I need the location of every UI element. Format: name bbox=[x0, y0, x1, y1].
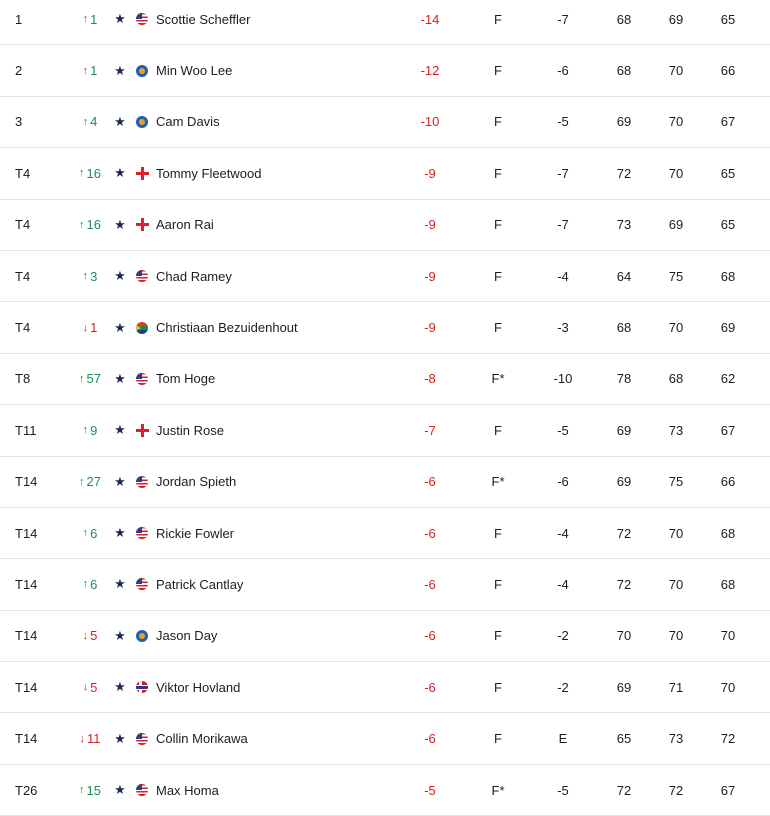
round-1-score: 72 bbox=[616, 525, 632, 541]
round-3-score: 67 bbox=[720, 114, 736, 130]
thru: F bbox=[494, 268, 502, 284]
country-flag-icon bbox=[134, 559, 150, 609]
player-name[interactable]: Jordan Spieth bbox=[156, 474, 237, 490]
player-name[interactable]: Max Homa bbox=[156, 782, 219, 798]
round-2-score: 75 bbox=[668, 474, 684, 490]
today-score: -5 bbox=[557, 114, 569, 130]
total-score: -9 bbox=[424, 165, 436, 181]
position: T4 bbox=[15, 217, 31, 233]
favorite-star-icon[interactable]: ★ bbox=[114, 422, 126, 438]
round-3-score: 62 bbox=[720, 371, 736, 387]
total-score: -6 bbox=[424, 731, 436, 747]
position: T14 bbox=[15, 576, 38, 592]
total-score: -6 bbox=[424, 474, 436, 490]
movement-value: 27 bbox=[86, 474, 101, 490]
arrow-up-icon: ↑ bbox=[82, 424, 89, 437]
today-score: -6 bbox=[557, 63, 569, 79]
position: T14 bbox=[15, 679, 38, 695]
round-3-score: 72 bbox=[720, 731, 736, 747]
arrow-down-icon: ↓ bbox=[79, 732, 85, 745]
round-3-score: 66 bbox=[720, 63, 736, 79]
today-score: -2 bbox=[557, 679, 569, 695]
favorite-star-icon[interactable]: ★ bbox=[114, 782, 126, 798]
player-name[interactable]: Chad Ramey bbox=[156, 268, 232, 284]
arrow-up-icon: ↑ bbox=[79, 218, 85, 231]
position: T11 bbox=[15, 422, 37, 438]
thru: F bbox=[494, 217, 502, 233]
player-name[interactable]: Viktor Hovland bbox=[156, 679, 241, 695]
position-movement bbox=[70, 148, 110, 198]
round-1-score: 64 bbox=[616, 268, 632, 284]
round-1-score: 69 bbox=[616, 114, 632, 130]
round-3-score: 65 bbox=[720, 165, 736, 181]
round-2-score: 71 bbox=[668, 679, 684, 695]
player-name[interactable]: Rickie Fowler bbox=[156, 525, 235, 541]
favorite-star-icon[interactable]: ★ bbox=[114, 268, 126, 284]
favorite-star-icon[interactable]: ★ bbox=[114, 730, 126, 746]
country-flag-icon bbox=[134, 713, 150, 763]
movement-value: 6 bbox=[90, 576, 98, 592]
leaderboard-row[interactable] bbox=[0, 662, 770, 713]
thru: F bbox=[494, 576, 502, 592]
favorite-star-icon[interactable]: ★ bbox=[114, 679, 126, 695]
position: 3 bbox=[15, 114, 23, 130]
round-2-score: 70 bbox=[668, 628, 684, 644]
country-flag-icon bbox=[134, 765, 150, 815]
country-flag-icon bbox=[134, 508, 150, 558]
arrow-down-icon: ↓ bbox=[82, 681, 89, 694]
position: T14 bbox=[15, 628, 38, 644]
leaderboard-row[interactable] bbox=[0, 97, 770, 148]
player-name[interactable]: Patrick Cantlay bbox=[156, 576, 244, 592]
round-3-score: 65 bbox=[720, 217, 736, 233]
round-1-score: 78 bbox=[616, 371, 632, 387]
position-movement bbox=[70, 662, 110, 712]
round-1-score: 72 bbox=[616, 782, 632, 798]
total-score: -12 bbox=[420, 63, 440, 79]
favorite-star-icon[interactable]: ★ bbox=[114, 165, 126, 181]
position: 2 bbox=[15, 63, 23, 79]
favorite-star-icon[interactable]: ★ bbox=[114, 525, 126, 541]
total-score: -7 bbox=[424, 422, 436, 438]
thru: F* bbox=[491, 474, 505, 490]
round-1-score: 72 bbox=[616, 165, 632, 181]
arrow-up-icon: ↑ bbox=[82, 270, 89, 283]
position-movement bbox=[70, 45, 110, 95]
today-score: -5 bbox=[557, 782, 569, 798]
today-score: -4 bbox=[557, 268, 569, 284]
movement-value: 6 bbox=[90, 525, 98, 541]
position: T14 bbox=[15, 474, 38, 490]
thru: F bbox=[494, 320, 502, 336]
round-1-score: 68 bbox=[616, 320, 632, 336]
leaderboard-row[interactable] bbox=[0, 251, 770, 302]
round-2-score: 70 bbox=[668, 525, 684, 541]
arrow-up-icon: ↑ bbox=[82, 64, 89, 77]
leaderboard-row[interactable] bbox=[0, 457, 770, 508]
thru: F* bbox=[491, 371, 505, 387]
round-1-score: 69 bbox=[616, 422, 632, 438]
movement-value: 1 bbox=[90, 320, 98, 336]
leaderboard-row[interactable] bbox=[0, 0, 770, 45]
arrow-up-icon: ↑ bbox=[79, 475, 85, 488]
thru: F bbox=[494, 422, 502, 438]
position-movement bbox=[70, 457, 110, 507]
round-3-score: 70 bbox=[720, 628, 736, 644]
arrow-down-icon: ↓ bbox=[82, 321, 89, 334]
player-name[interactable]: Tom Hoge bbox=[156, 371, 216, 387]
country-flag-icon bbox=[134, 457, 150, 507]
round-2-score: 70 bbox=[668, 63, 684, 79]
position-movement bbox=[70, 0, 110, 44]
today-score: -7 bbox=[557, 217, 569, 233]
player-name[interactable]: Cam Davis bbox=[156, 114, 220, 130]
movement-value: 57 bbox=[86, 371, 101, 387]
round-3-score: 65 bbox=[720, 11, 736, 27]
country-flag-icon bbox=[134, 302, 150, 352]
leaderboard-row[interactable] bbox=[0, 354, 770, 405]
round-2-score: 72 bbox=[668, 782, 684, 798]
total-score: -9 bbox=[424, 320, 436, 336]
movement-value: 5 bbox=[90, 679, 98, 695]
position-movement bbox=[70, 354, 110, 404]
today-score: -6 bbox=[557, 474, 569, 490]
round-2-score: 73 bbox=[668, 731, 684, 747]
country-flag-icon bbox=[134, 611, 150, 661]
movement-value: 5 bbox=[90, 628, 98, 644]
movement-value: 16 bbox=[86, 165, 101, 181]
round-2-score: 73 bbox=[668, 422, 684, 438]
today-score: -4 bbox=[557, 576, 569, 592]
arrow-up-icon: ↑ bbox=[82, 13, 89, 26]
arrow-up-icon: ↑ bbox=[82, 578, 89, 591]
round-3-score: 67 bbox=[720, 782, 736, 798]
favorite-star-icon[interactable]: ★ bbox=[114, 473, 126, 489]
arrow-up-icon: ↑ bbox=[79, 372, 85, 385]
player-name[interactable]: Christiaan Bezuidenhout bbox=[156, 320, 298, 336]
round-1-score: 72 bbox=[616, 576, 632, 592]
favorite-star-icon[interactable]: ★ bbox=[114, 370, 126, 386]
favorite-star-icon[interactable]: ★ bbox=[114, 216, 126, 232]
round-1-score: 69 bbox=[616, 679, 632, 695]
today-score: -10 bbox=[553, 371, 573, 387]
movement-value: 11 bbox=[87, 731, 101, 747]
leaderboard-row[interactable] bbox=[0, 559, 770, 610]
round-1-score: 65 bbox=[616, 731, 632, 747]
position: T4 bbox=[15, 268, 31, 284]
position: T14 bbox=[15, 731, 38, 747]
leaderboard-row[interactable] bbox=[0, 611, 770, 662]
position-movement bbox=[70, 97, 110, 147]
arrow-up-icon: ↑ bbox=[79, 784, 85, 797]
round-3-score: 68 bbox=[720, 525, 736, 541]
position: 1 bbox=[15, 11, 23, 27]
round-2-score: 70 bbox=[668, 576, 684, 592]
arrow-up-icon: ↑ bbox=[82, 115, 89, 128]
movement-value: 16 bbox=[86, 217, 101, 233]
today-score: -4 bbox=[557, 525, 569, 541]
position-movement bbox=[70, 405, 110, 455]
position-movement bbox=[70, 251, 110, 301]
round-1-score: 68 bbox=[616, 11, 632, 27]
round-3-score: 70 bbox=[720, 679, 736, 695]
player-name[interactable]: Scottie Scheffler bbox=[156, 11, 251, 27]
round-2-score: 70 bbox=[668, 320, 684, 336]
country-flag-icon bbox=[134, 251, 150, 301]
round-1-score: 70 bbox=[616, 628, 632, 644]
country-flag-icon bbox=[134, 405, 150, 455]
thru: F bbox=[494, 679, 502, 695]
round-1-score: 73 bbox=[616, 217, 632, 233]
favorite-star-icon[interactable]: ★ bbox=[114, 319, 126, 335]
thru: F bbox=[494, 11, 502, 27]
round-2-score: 69 bbox=[668, 217, 684, 233]
total-score: -6 bbox=[424, 576, 436, 592]
today-score: -7 bbox=[557, 11, 569, 27]
position-movement bbox=[70, 508, 110, 558]
total-score: -6 bbox=[424, 628, 436, 644]
leaderboard-row[interactable] bbox=[0, 508, 770, 559]
round-2-score: 68 bbox=[668, 371, 684, 387]
round-1-score: 69 bbox=[616, 474, 632, 490]
today-score: -5 bbox=[557, 422, 569, 438]
favorite-star-icon[interactable]: ★ bbox=[114, 627, 126, 643]
round-1-score: 68 bbox=[616, 63, 632, 79]
player-name[interactable]: Min Woo Lee bbox=[156, 63, 233, 79]
round-3-score: 66 bbox=[720, 474, 736, 490]
position-movement bbox=[70, 713, 110, 763]
country-flag-icon bbox=[134, 662, 150, 712]
leaderboard-row[interactable] bbox=[0, 405, 770, 456]
player-name[interactable]: Justin Rose bbox=[156, 422, 224, 438]
player-name[interactable]: Jason Day bbox=[156, 628, 218, 644]
today-score: E bbox=[558, 731, 568, 747]
today-score: -7 bbox=[557, 165, 569, 181]
total-score: -14 bbox=[420, 11, 440, 27]
country-flag-icon bbox=[134, 0, 150, 44]
round-3-score: 68 bbox=[720, 576, 736, 592]
position: T4 bbox=[15, 165, 31, 181]
favorite-star-icon[interactable]: ★ bbox=[114, 11, 126, 27]
position-movement bbox=[70, 765, 110, 815]
leaderboard-row[interactable] bbox=[0, 713, 770, 764]
round-2-score: 69 bbox=[668, 11, 684, 27]
country-flag-icon bbox=[134, 354, 150, 404]
thru: F bbox=[494, 731, 502, 747]
round-2-score: 75 bbox=[668, 268, 684, 284]
thru: F bbox=[494, 525, 502, 541]
thru: F bbox=[494, 114, 502, 130]
arrow-up-icon: ↑ bbox=[79, 167, 85, 180]
total-score: -8 bbox=[424, 371, 436, 387]
position: T26 bbox=[15, 782, 38, 798]
leaderboard-row[interactable] bbox=[0, 302, 770, 353]
position: T8 bbox=[15, 371, 31, 387]
favorite-star-icon[interactable]: ★ bbox=[114, 576, 126, 592]
total-score: -9 bbox=[424, 268, 436, 284]
leaderboard-row[interactable] bbox=[0, 148, 770, 199]
country-flag-icon bbox=[134, 97, 150, 147]
position: T4 bbox=[15, 320, 31, 336]
leaderboard-row[interactable] bbox=[0, 765, 770, 816]
thru: F bbox=[494, 63, 502, 79]
movement-value: 1 bbox=[90, 11, 98, 27]
round-3-score: 67 bbox=[720, 422, 736, 438]
position-movement bbox=[70, 559, 110, 609]
movement-value: 4 bbox=[90, 114, 98, 130]
country-flag-icon bbox=[134, 148, 150, 198]
today-score: -2 bbox=[557, 628, 569, 644]
movement-value: 1 bbox=[90, 63, 98, 79]
movement-value: 3 bbox=[90, 268, 98, 284]
today-score: -3 bbox=[557, 320, 569, 336]
round-2-score: 70 bbox=[668, 165, 684, 181]
player-name[interactable]: Tommy Fleetwood bbox=[156, 165, 262, 181]
total-score: -5 bbox=[424, 782, 436, 798]
position: T14 bbox=[15, 525, 38, 541]
total-score: -6 bbox=[424, 679, 436, 695]
leaderboard-row[interactable] bbox=[0, 45, 770, 96]
country-flag-icon bbox=[134, 200, 150, 250]
round-3-score: 68 bbox=[720, 268, 736, 284]
thru: F bbox=[494, 165, 502, 181]
player-name[interactable]: Aaron Rai bbox=[156, 217, 214, 233]
favorite-star-icon[interactable]: ★ bbox=[114, 113, 126, 129]
movement-value: 15 bbox=[86, 782, 101, 798]
position-movement bbox=[70, 611, 110, 661]
player-name[interactable]: Collin Morikawa bbox=[156, 731, 248, 747]
favorite-star-icon[interactable]: ★ bbox=[114, 62, 126, 78]
total-score: -9 bbox=[424, 217, 436, 233]
round-2-score: 70 bbox=[668, 114, 684, 130]
round-3-score: 69 bbox=[720, 320, 736, 336]
total-score: -10 bbox=[420, 114, 440, 130]
thru: F bbox=[494, 628, 502, 644]
thru: F* bbox=[491, 782, 505, 798]
leaderboard-row[interactable] bbox=[0, 200, 770, 251]
movement-value: 9 bbox=[90, 422, 98, 438]
position-movement bbox=[70, 200, 110, 250]
total-score: -6 bbox=[424, 525, 436, 541]
country-flag-icon bbox=[134, 45, 150, 95]
arrow-up-icon: ↑ bbox=[82, 527, 89, 540]
arrow-down-icon: ↓ bbox=[82, 629, 89, 642]
position-movement bbox=[70, 302, 110, 352]
